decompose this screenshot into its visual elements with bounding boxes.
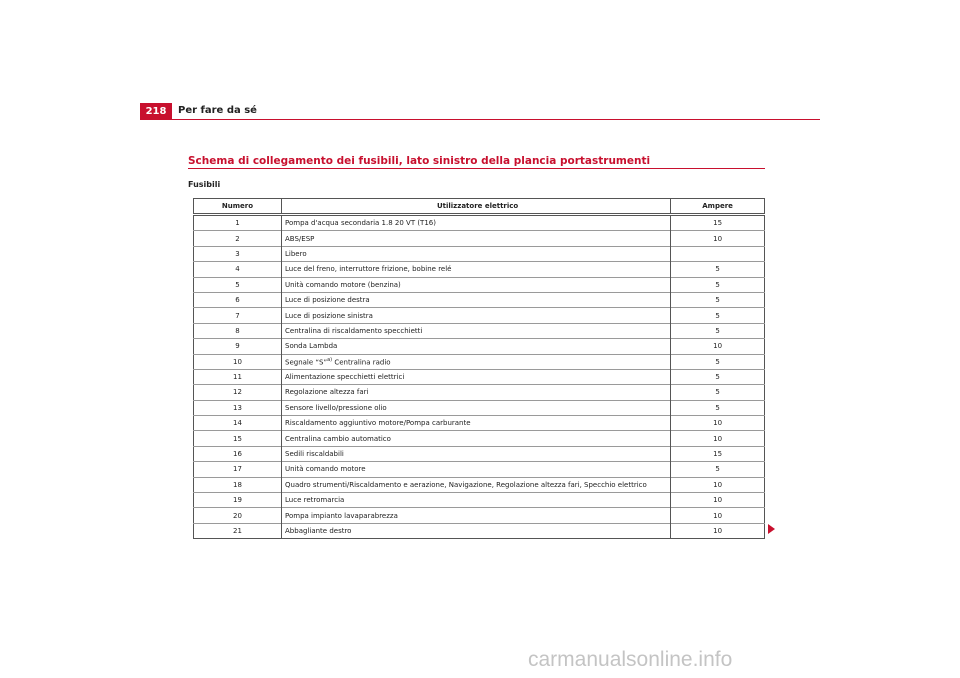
table-row	[194, 462, 765, 477]
table-row	[194, 400, 765, 415]
fuse-ampere-cell: 5	[671, 385, 765, 400]
fuse-ampere-cell: 10	[671, 416, 765, 431]
fuse-consumer-cell: Regolazione altezza fari	[282, 385, 671, 400]
column-header-consumer: Utilizzatore elettrico	[282, 199, 671, 215]
page-number: 218	[140, 103, 172, 119]
table-header-row	[194, 199, 765, 215]
fuse-consumer-cell: Luce del freno, interruttore frizione, bobine relé	[282, 262, 671, 277]
fuse-number-cell: 2	[194, 231, 282, 246]
fuse-consumer-cell: Sensore livello/pressione olio	[282, 400, 671, 415]
fuse-ampere-cell: 5	[671, 292, 765, 307]
table-row	[194, 446, 765, 461]
header-divider	[140, 119, 820, 120]
fuse-number-cell: 17	[194, 462, 282, 477]
fuse-ampere-cell	[671, 246, 765, 261]
fuse-consumer-cell: Luce retromarcia	[282, 493, 671, 508]
footnote-marker: a)	[327, 357, 333, 364]
table-row	[194, 477, 765, 492]
fuse-ampere-cell: 10	[671, 508, 765, 523]
fuse-ampere-cell: 5	[671, 323, 765, 338]
fuse-ampere-cell: 10	[671, 231, 765, 246]
fuse-ampere-cell: 5	[671, 400, 765, 415]
fuse-number-cell: 18	[194, 477, 282, 492]
triangle-right-icon[interactable]	[768, 524, 775, 534]
table-row	[194, 369, 765, 384]
fuse-number-cell: 21	[194, 523, 282, 538]
fuse-ampere-cell: 5	[671, 308, 765, 323]
table-row	[194, 277, 765, 292]
fuse-number-cell: 16	[194, 446, 282, 461]
fuse-ampere-cell: 5	[671, 462, 765, 477]
fuse-consumer-cell: Abbagliante destro	[282, 523, 671, 538]
column-header-number: Numero	[194, 199, 282, 215]
fuse-ampere-cell: 10	[671, 493, 765, 508]
table-row	[194, 523, 765, 538]
table-row	[194, 416, 765, 431]
page-header-title: Per fare da sé	[178, 105, 257, 116]
fuse-consumer-cell: Sedili riscaldabili	[282, 446, 671, 461]
table-row	[194, 339, 765, 354]
fuse-number-cell: 11	[194, 369, 282, 384]
table-row	[194, 323, 765, 338]
fuse-consumer-cell: Pompa impianto lavaparabrezza	[282, 508, 671, 523]
fuse-consumer-text: Segnale “S”	[285, 358, 328, 367]
fuse-number-cell: 10	[194, 354, 282, 369]
table-row	[194, 215, 765, 231]
table-row	[194, 431, 765, 446]
fuse-number-cell: 1	[194, 215, 282, 231]
fuse-ampere-cell: 5	[671, 262, 765, 277]
table-row	[194, 508, 765, 523]
fuse-consumer-cell: Sonda Lambda	[282, 339, 671, 354]
fuse-consumer-text: Centralina radio	[332, 358, 391, 367]
table-row	[194, 231, 765, 246]
fuse-ampere-cell: 10	[671, 431, 765, 446]
fuse-consumer-cell	[282, 354, 671, 369]
fuse-table	[193, 198, 765, 539]
fuse-number-cell: 3	[194, 246, 282, 261]
table-row	[194, 385, 765, 400]
fuse-consumer-cell: Quadro strumenti/Riscaldamento e aerazione, Navigazione, Regolazione altezza fari, Specchio elettrico	[282, 477, 671, 492]
fuse-ampere-cell: 10	[671, 477, 765, 492]
fuse-number-cell: 15	[194, 431, 282, 446]
fuse-consumer-cell: Pompa d'acqua secondaria 1.8 20 VT (T16)	[282, 215, 671, 231]
fuse-ampere-cell: 5	[671, 369, 765, 384]
table-row	[194, 292, 765, 307]
fuse-number-cell: 8	[194, 323, 282, 338]
fuse-consumer-cell: Centralina cambio automatico	[282, 431, 671, 446]
fuse-consumer-cell: Unità comando motore (benzina)	[282, 277, 671, 292]
section-divider	[188, 168, 765, 169]
fuse-number-cell: 7	[194, 308, 282, 323]
fuse-ampere-cell: 15	[671, 446, 765, 461]
fuse-ampere-cell: 5	[671, 354, 765, 369]
table-row	[194, 354, 765, 369]
fuse-ampere-cell: 5	[671, 277, 765, 292]
fuse-consumer-cell: Unità comando motore	[282, 462, 671, 477]
section-subtitle: Fusibili	[188, 180, 221, 189]
section-title: Schema di collegamento dei fusibili, lato sinistro della plancia portastrumenti	[188, 155, 651, 167]
fuse-consumer-cell: Alimentazione specchietti elettrici	[282, 369, 671, 384]
fuse-consumer-cell: Centralina di riscaldamento specchietti	[282, 323, 671, 338]
fuse-number-cell: 20	[194, 508, 282, 523]
fuse-number-cell: 6	[194, 292, 282, 307]
fuse-consumer-cell: Luce di posizione sinistra	[282, 308, 671, 323]
fuse-number-cell: 13	[194, 400, 282, 415]
fuse-consumer-cell: Libero	[282, 246, 671, 261]
fuse-consumer-cell: ABS/ESP	[282, 231, 671, 246]
fuse-ampere-cell: 10	[671, 523, 765, 538]
table-row	[194, 308, 765, 323]
fuse-number-cell: 4	[194, 262, 282, 277]
fuse-number-cell: 19	[194, 493, 282, 508]
fuse-ampere-cell: 10	[671, 339, 765, 354]
fuse-number-cell: 5	[194, 277, 282, 292]
table-row	[194, 493, 765, 508]
table-row	[194, 262, 765, 277]
fuse-number-cell: 9	[194, 339, 282, 354]
table-row	[194, 246, 765, 261]
column-header-ampere: Ampere	[671, 199, 765, 215]
fuse-ampere-cell: 15	[713, 219, 723, 228]
fuse-consumer-cell: Luce di posizione destra	[282, 292, 671, 307]
fuse-number-cell: 14	[194, 416, 282, 431]
fuse-number-cell: 12	[194, 385, 282, 400]
watermark: carmanualsonline.info	[528, 648, 733, 671]
fuse-consumer-cell: Riscaldamento aggiuntivo motore/Pompa carburante	[282, 416, 671, 431]
fuse-table-body	[194, 215, 765, 539]
